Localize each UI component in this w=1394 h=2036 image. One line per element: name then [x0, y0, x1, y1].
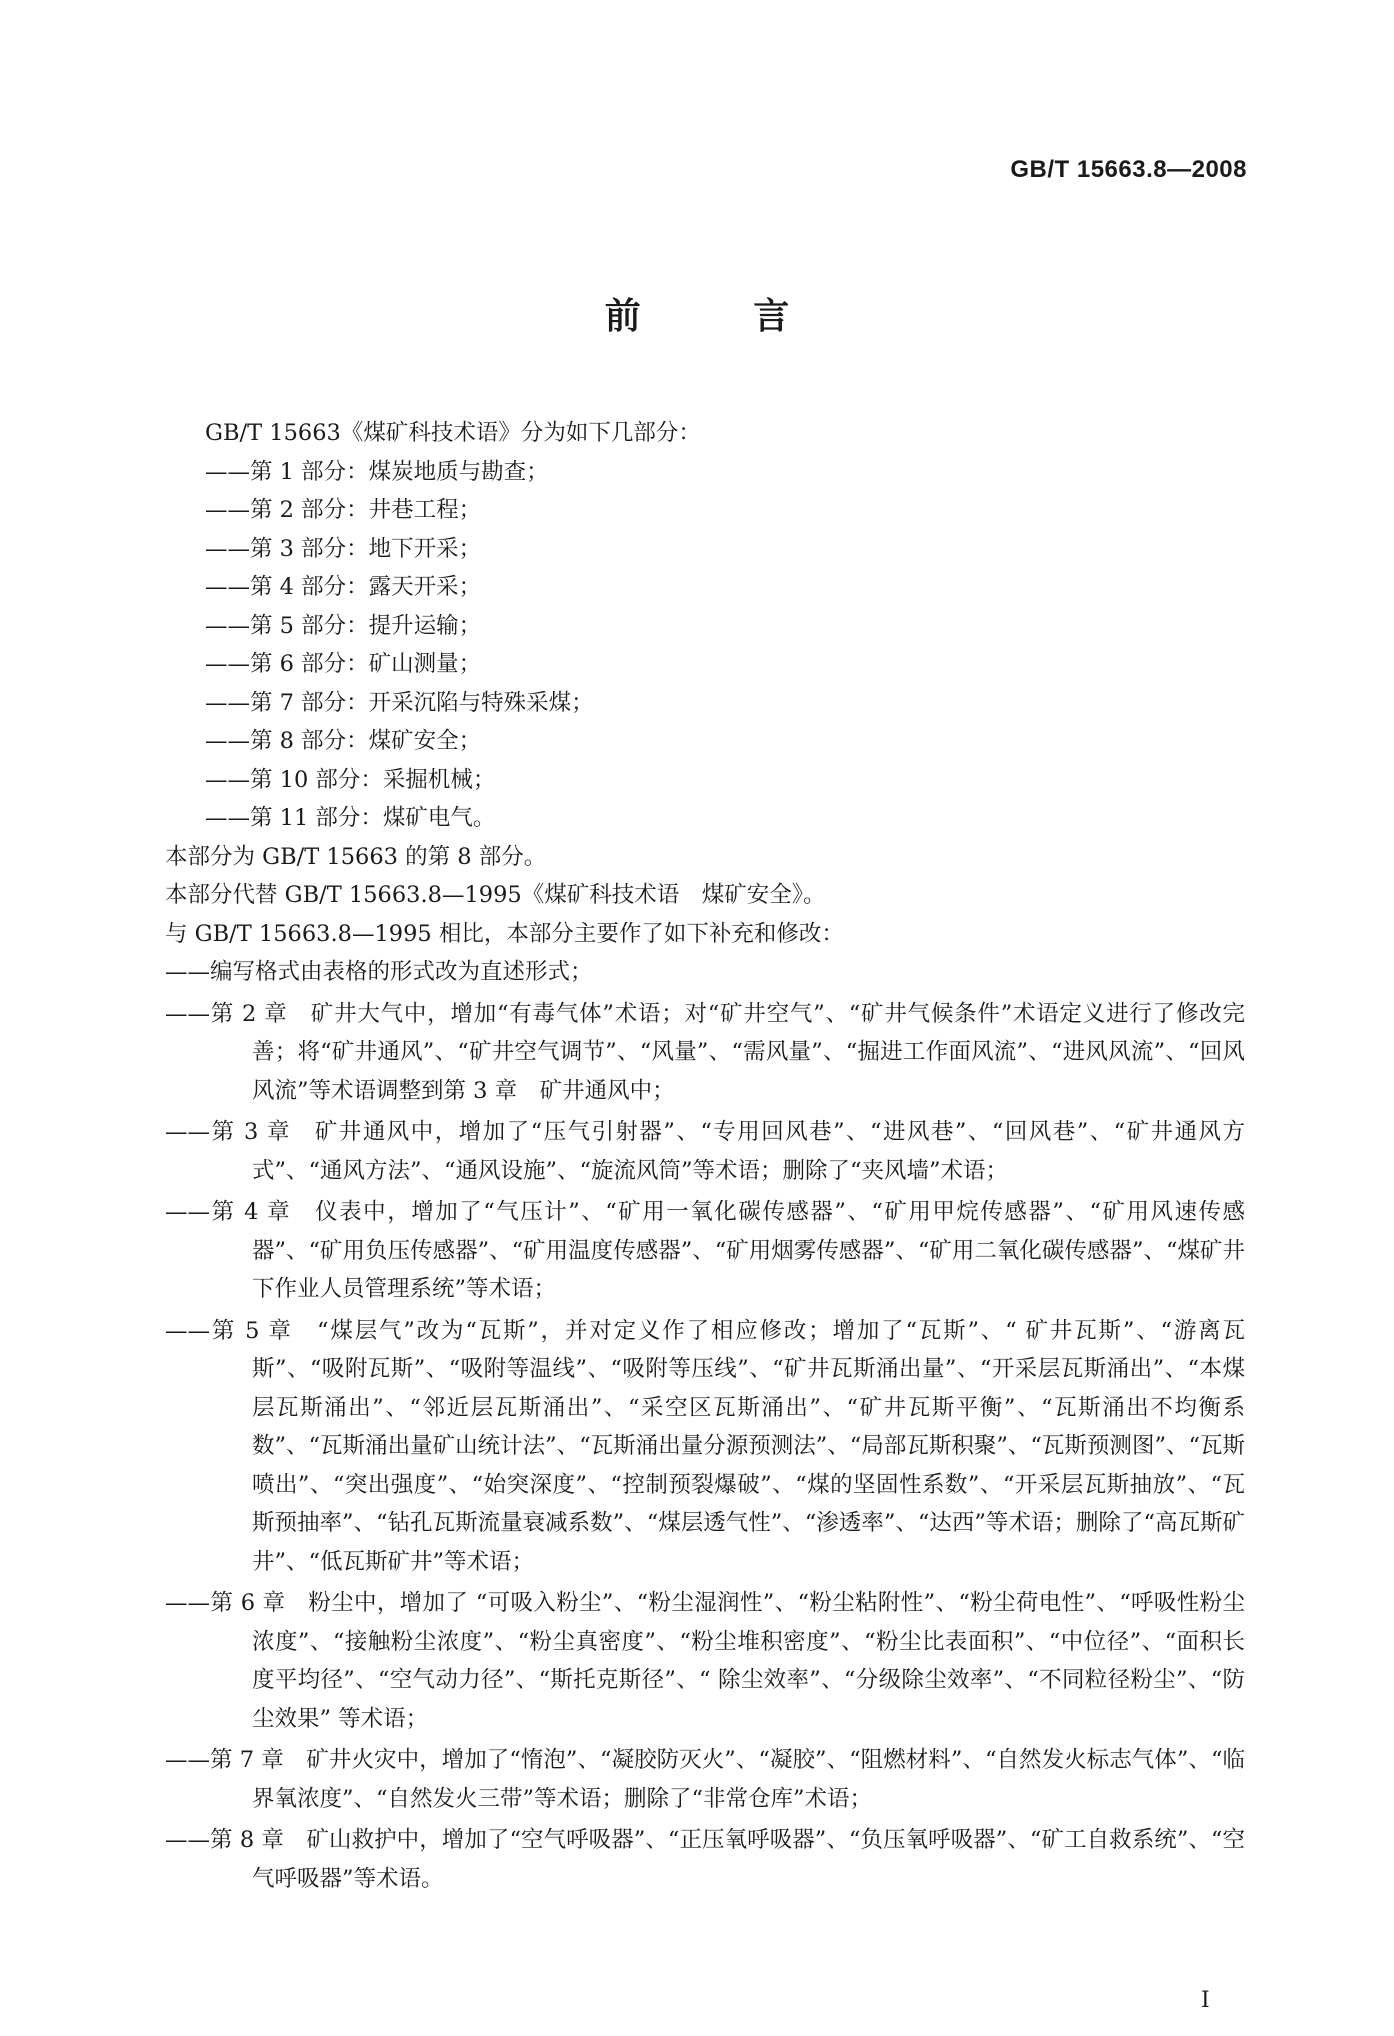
change-item: ——第 5 章 “煤层气”改为“瓦斯”，并对定义作了相应修改；增加了“瓦斯”、“ 矿井瓦斯”、“游离瓦斯”、“吸附瓦斯”、“吸附等温线”、“吸附等压线”、“矿井瓦斯涌出量”、“开采层瓦斯涌出”、“本煤层瓦斯涌出”、“邻近层瓦斯涌出”、“采空区瓦斯涌出”、“矿井瓦斯平衡”、“瓦斯涌出不均衡系数”、“瓦斯涌出量矿山统计法”、“瓦斯涌出量分源预测法”、“局部瓦斯积聚”、“瓦斯预测图”、“瓦斯喷出”、“突出强度”、“始突深度”、“控制预裂爆破”、“煤的坚固性系数”、“开采层瓦斯抽放”、“瓦斯预抽率”、“钻孔瓦斯流量衰减系数”、“煤层透气性”、“渗透率”、“达西”等术语；删除了“高瓦斯矿井”、“低瓦斯矿井”等术语； [165, 1317, 1245, 1575]
change-item: ——编写格式由表格的形式改为直述形式； [165, 959, 593, 985]
page-title: 前 言 [604, 296, 840, 337]
change-item: ——第 2 章 矿井大气中，增加“有毒气体”术语；对“矿井空气”、“矿井气候条件”术语定义进行了修改完善；将“矿井通风”、“矿井空气调节”、“风量”、“需风量”、“掘进工作面风流”、“进风风流”、“回风风流”等术语调整到第 3 章 矿井通风中； [165, 1000, 1245, 1104]
list-item: ——第 2 部分：井巷工程； [205, 497, 482, 523]
change-item: ——第 3 章 矿井通风中，增加了“压气引射器”、“专用回风巷”、“进风巷”、“回风巷”、“矿井通风方式”、“通风方法”、“通风设施”、“旋流风筒”等术语；删除了“夹风墙”术语； [165, 1119, 1245, 1184]
list-item: ——第 10 部分：采掘机械； [205, 766, 496, 793]
list-item: ——第 11 部分：煤矿电气。 [205, 805, 496, 831]
document-body [165, 414, 1245, 1898]
list-item: ——第 7 部分：开采沉陷与特殊采煤； [205, 689, 594, 716]
change-item: ——第 8 章 矿山救护中，增加了“空气呼吸器”、“正压氧呼吸器”、“负压氧呼吸器”、“矿工自救系统”、“空气呼吸器”等术语。 [165, 1827, 1245, 1892]
intro-paragraph: GB/T 15663《煤矿科技术语》分为如下几部分： [205, 420, 701, 446]
list-item: ——第 3 部分：地下开采； [205, 535, 482, 562]
list-item: ——第 8 部分：煤矿安全； [205, 728, 482, 754]
list-item: ——第 1 部分：煤炭地质与勘查； [205, 458, 549, 485]
change-item: ——第 6 章 粉尘中，增加了 “可吸入粉尘”、“粉尘湿润性”、“粉尘粘附性”、“粉尘荷电性”、“呼吸性粉尘浓度”、“接触粉尘浓度”、“粉尘真密度”、“粉尘堆积密度”、“粉尘比表面积”、“中位径”、“面积长度平均径”、“空气动力径”、“斯托克斯径”、“ 除尘效率”、“分级除尘效率”、“不同粒径粉尘”、“防尘效果” 等术语； [165, 1590, 1245, 1732]
list-item: ——第 4 部分：露天开采； [205, 574, 482, 600]
statement-paragraph: 与 GB/T 15663.8—1995 相比，本部分主要作了如下补充和修改： [165, 920, 844, 947]
change-item: ——第 7 章 矿井火灾中，增加了“惰泡”、“凝胶防灭火”、“凝胶”、“阻燃材料”、“自然发火标志气体”、“临界氧浓度”、“自然发火三带”等术语；删除了“非常仓库”术语； [165, 1747, 1245, 1812]
standard-code: GB/T 15663.8—2008 [1010, 156, 1247, 183]
page-number: I [1201, 1988, 1210, 2013]
list-item: ——第 5 部分：提升运输； [205, 612, 482, 639]
change-item: ——第 4 章 仪表中，增加了“气压计”、“矿用一氧化碳传感器”、“矿用甲烷传感器”、“矿用风速传感器”、“矿用负压传感器”、“矿用温度传感器”、“矿用烟雾传感器”、“矿用二氧化碳传感器”、“煤矿井下作业人员管理系统”等术语； [165, 1199, 1245, 1302]
parts-list [165, 453, 1245, 838]
statement-paragraph: 本部分代替 GB/T 15663.8—1995《煤矿科技术语 煤矿安全》。 [165, 882, 826, 908]
list-item: ——第 6 部分：矿山测量； [205, 651, 482, 677]
changes-list [165, 953, 1245, 1898]
statement-paragraph: 本部分为 GB/T 15663 的第 8 部分。 [165, 843, 547, 870]
